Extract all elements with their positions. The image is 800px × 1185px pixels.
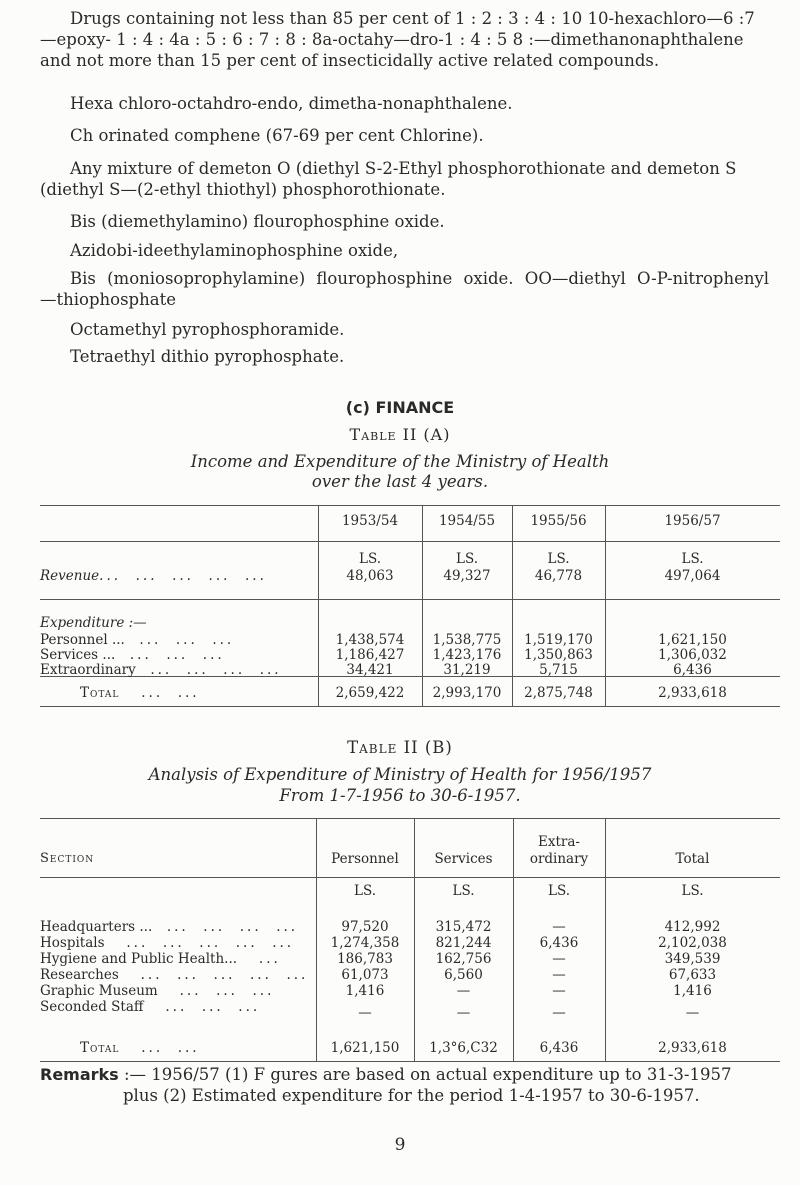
- remarks-line-2: plus (2) Estimated expenditure for the period 1-4-1957 to 30-6-1957.: [123, 1086, 700, 1105]
- table-a-cell: 1,621,150: [658, 632, 727, 648]
- table-a-cell: 34,421: [346, 662, 394, 678]
- table-a-cell: 1,438,574: [335, 632, 405, 648]
- table-b-cell: 6,436: [539, 935, 579, 951]
- table-b-cell: —: [685, 1005, 700, 1021]
- table-b-total: 2,933,618: [658, 1040, 727, 1056]
- table-b-cell: —: [552, 967, 566, 983]
- table-b-cell: 97,520: [341, 919, 389, 935]
- table-a-cell: 6,436: [673, 662, 712, 678]
- table-a-total: 2,875,748: [524, 685, 593, 701]
- year-header: 1954/55: [438, 513, 496, 529]
- table-b-cell: 1,274,358: [330, 935, 400, 951]
- header-section: Section: [40, 851, 95, 866]
- revenue-label: Revenue... ... ... ... ...: [40, 568, 267, 584]
- year-header: 1956/57: [664, 513, 721, 529]
- table-a-cell: 5,715: [539, 662, 578, 678]
- currency-label: LS.: [681, 551, 704, 567]
- header-services: Services: [434, 851, 493, 867]
- currency-label: LS.: [452, 883, 475, 899]
- table-b-total: 6,436: [539, 1040, 579, 1056]
- currency-label: LS.: [547, 551, 570, 567]
- currency-label: LS.: [681, 883, 704, 899]
- header-total: Total: [675, 851, 710, 867]
- personnel-row-label: Personnel ... ... ... ...: [40, 632, 235, 648]
- table-b-cell: 1,416: [345, 983, 385, 999]
- table-a-cell: 1,423,176: [432, 647, 502, 663]
- table-b-cell: 67,633: [668, 967, 717, 983]
- intro-line-3: Bis (diemethylamino) flourophosphine oxide.: [70, 212, 445, 231]
- row-label-graphic-museum: Graphic Museum ... ... ...: [40, 983, 275, 999]
- currency-label: LS.: [358, 551, 382, 567]
- intro-line-6: Tetraethyl dithio pyrophosphate.: [70, 347, 345, 366]
- table-b-cell: —: [456, 1005, 471, 1021]
- row-label-hygiene: Hygiene and Public Health... ...: [40, 951, 281, 967]
- intro-line-4: Azidobi-ideethylaminophosphine oxide,: [70, 241, 399, 260]
- currency-label: LS.: [455, 551, 479, 567]
- row-label-seconded-staff: Seconded Staff ... ... ...: [40, 999, 261, 1015]
- year-header: 1955/56: [530, 513, 587, 529]
- intro-paragraph-3: Bis (moniosoprophylamine) flourophosphine oxide. OO—diethyl O-P-nitrophenyl—thiophosphate: [40, 269, 770, 309]
- table-b-cell: 349,539: [664, 951, 721, 967]
- table-a-total: 2,659,422: [335, 685, 405, 701]
- table-b-cell: —: [552, 1005, 566, 1021]
- intro-line-2: Ch orinated comphene (67-69 per cent Chlorine).: [70, 126, 484, 145]
- expenditure-label: Expenditure :—: [40, 615, 147, 631]
- table-a-total-label: Total ... ...: [80, 685, 200, 701]
- table-b-cell: 162,756: [435, 951, 492, 967]
- currency-label: LS.: [547, 883, 571, 899]
- table-b-cell: 2,102,038: [658, 935, 727, 951]
- table-b-cell: 186,783: [337, 951, 393, 967]
- remarks-label: Remarks: [40, 1065, 119, 1084]
- intro-paragraph-1: Drugs containing not less than 85 per cent of 1 : 2 : 3 : 4 : 10 10-hexachloro—6 :7—epoxy- 1 : 4 : 4a : 5 : 6 : 7 : 8 : 8a-octahy—dro-1 : 4 : 5 8 :—dimethanonaphthalene and not more than 15 per cent of insecticidally active related compounds.: [40, 9, 755, 70]
- revenue-value: 46,778: [534, 568, 583, 584]
- row-label-researches: Researches ... ... ... ... ...: [40, 967, 309, 983]
- revenue-value: 48,063: [346, 568, 394, 584]
- table-b-caption-2: From 1-7-1956 to 30-6-1957.: [279, 786, 521, 805]
- table-a-label: Table II (A): [349, 425, 451, 444]
- table-b-cell: 1,416: [673, 983, 712, 999]
- revenue-value: 49,327: [443, 568, 491, 584]
- table-b-label: Table II (B): [347, 738, 453, 757]
- table-b-cell: —: [358, 1005, 372, 1021]
- table-b-cell: —: [552, 919, 566, 935]
- table-b-total: 1,621,150: [330, 1040, 400, 1056]
- table-b-cell: 315,472: [435, 919, 492, 935]
- extraordinary-row-label: Extraordinary ... ... ... ...: [40, 662, 282, 678]
- intro-line-1: Hexa chloro-octahdro-endo, dimetha-nonaphthalene.: [70, 94, 513, 113]
- year-header: 1953/54: [341, 513, 399, 529]
- revenue-value: 497,064: [664, 568, 721, 584]
- table-a-cell: 31,219: [443, 662, 491, 678]
- table-b-cell: 821,244: [435, 935, 492, 951]
- table-a-cell: 1,306,032: [658, 647, 727, 663]
- table-a-total: 2,933,618: [658, 685, 727, 701]
- row-label-headquarters: Headquarters ... ... ... ... ...: [40, 919, 299, 935]
- intro-paragraph-2: Any mixture of demeton O (diethyl S-2-Ethyl phosphorothionate and demeton S (diethyl S—(2-ethyl thiothyl) phosphorothionate.: [40, 159, 737, 199]
- table-b-cell: 61,073: [341, 967, 389, 983]
- table-a-cell: 1,538,775: [432, 632, 502, 648]
- table-a-cell: 1,350,863: [524, 647, 593, 663]
- table-b-cell: 412,992: [664, 919, 721, 935]
- table-a-caption: Income and Expenditure of the Ministry of Health over the last 4 years.: [190, 452, 610, 491]
- intro-line-5: Octamethyl pyrophosphoramide.: [70, 320, 345, 339]
- table-b-total-label: Total ... ...: [80, 1040, 200, 1056]
- table-a-total: 2,993,170: [432, 685, 502, 701]
- services-row-label: Services ... ... ... ...: [40, 647, 225, 663]
- table-b-caption-1: Analysis of Expenditure of Ministry of Health for 1956/1957: [148, 765, 652, 784]
- table-b-cell: —: [552, 951, 566, 967]
- table-b-cell: —: [552, 983, 566, 999]
- header-extraordinary: Extra- ordinary: [529, 834, 589, 867]
- page-number: 9: [394, 1135, 406, 1155]
- row-label-hospitals: Hospitals ... ... ... ... ...: [40, 935, 295, 951]
- table-a-cell: 1,519,170: [524, 632, 593, 648]
- table-b-cell: —: [456, 983, 471, 999]
- currency-label: LS.: [353, 883, 377, 899]
- finance-heading: (c) FINANCE: [345, 398, 455, 417]
- remarks-line-1: Remarks :— 1956/57 (1) F gures are based on actual expenditure up to 31-3-1957: [40, 1065, 732, 1084]
- table-a-cell: 1,186,427: [335, 647, 405, 663]
- header-personnel: Personnel: [331, 851, 399, 867]
- table-b-cell: 6,560: [444, 967, 483, 983]
- table-b-total: 1,3°6,C32: [429, 1040, 498, 1056]
